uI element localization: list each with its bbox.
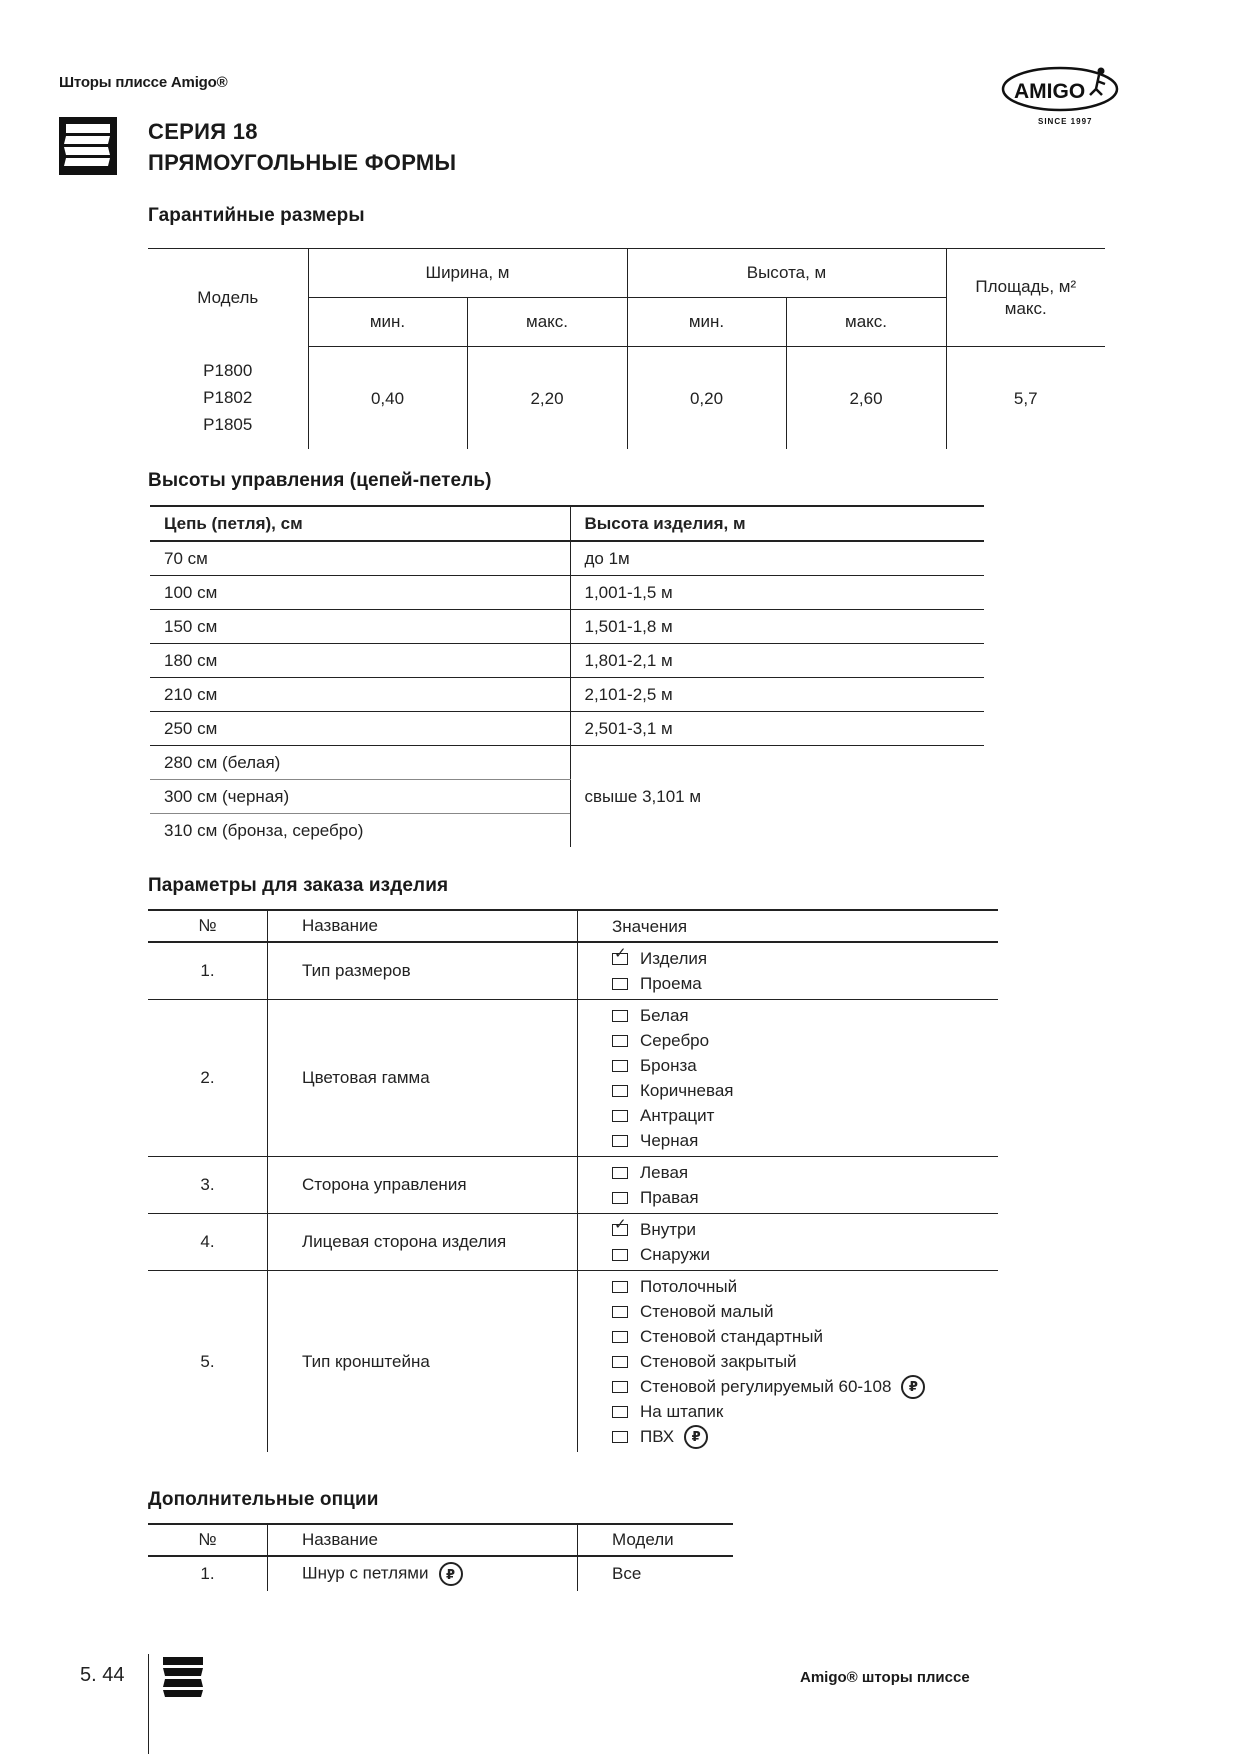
chain-length: 70 см (150, 541, 570, 576)
option[interactable] (612, 1028, 997, 1053)
col-header-name: Название (268, 1524, 578, 1556)
col-header-height-min: мин. (627, 298, 786, 347)
col-header-area-line2: макс. (1004, 298, 1047, 318)
chain-length: 180 см (150, 644, 570, 678)
ruble-icon: ₽ (901, 1375, 925, 1399)
section-title-guarantee-sizes: Гарантийные размеры (148, 205, 365, 226)
option-label: Черная (640, 1131, 699, 1150)
option[interactable] (612, 1185, 997, 1210)
col-header-height: Высота, м (627, 249, 946, 298)
col-header-product-height: Высота изделия, м (570, 506, 984, 541)
option-label: Белая (640, 1006, 689, 1025)
checkbox-icon[interactable] (612, 1010, 628, 1022)
param-options (578, 1214, 999, 1271)
row-number: 1. (148, 942, 268, 1000)
chain-length: 310 см (бронза, серебро) (164, 820, 364, 840)
option-label: Снаружи (640, 1245, 710, 1264)
option[interactable] (612, 1299, 997, 1324)
product-height: до 1м (570, 541, 984, 576)
option-label: Изделия (640, 949, 708, 968)
param-name: Тип размеров (268, 942, 578, 1000)
chain-length: 300 см (черная) (150, 780, 570, 814)
option-label: Стеновой стандартный (640, 1327, 823, 1346)
page-number: 5. 44 (80, 1664, 125, 1686)
option[interactable] (612, 1103, 997, 1128)
param-name: Сторона управления (268, 1157, 578, 1214)
model-list (148, 347, 308, 450)
chain-length: 280 см (белая) (150, 746, 570, 780)
model-item: P1805 (203, 415, 253, 435)
table-row (150, 712, 984, 746)
option[interactable] (612, 1349, 997, 1374)
col-header-values: Значения (578, 910, 999, 942)
table-row (150, 678, 984, 712)
table-row (150, 746, 984, 780)
table-row (150, 644, 984, 678)
series-title (148, 116, 456, 178)
param-name: Цветовая гамма (268, 1000, 578, 1157)
table-row (148, 1157, 998, 1214)
checkbox-icon[interactable] (612, 1406, 628, 1418)
guarantee-sizes-table (148, 248, 1105, 449)
checkbox-checked-icon[interactable] (612, 1224, 628, 1236)
option[interactable] (612, 1217, 997, 1242)
row-number: 4. (148, 1214, 268, 1271)
option-label: Внутри (640, 1220, 696, 1239)
chain-length: 100 см (150, 576, 570, 610)
checkbox-icon[interactable] (612, 1331, 628, 1343)
option-label: Серебро (640, 1031, 710, 1050)
footer-divider (148, 1654, 149, 1754)
checkbox-icon[interactable] (612, 1060, 628, 1072)
product-height: 1,501-1,8 м (570, 610, 984, 644)
col-header-number: № (148, 1524, 268, 1556)
param-options (578, 1271, 999, 1453)
option-label: Стеновой регулируемый 60-108 (640, 1377, 892, 1396)
product-height: 2,101-2,5 м (570, 678, 984, 712)
option[interactable] (612, 1324, 997, 1349)
option-label: Правая (640, 1188, 699, 1207)
row-number: 2. (148, 1000, 268, 1157)
option-name: Шнур с петлями (302, 1563, 429, 1583)
col-header-number: № (148, 910, 268, 942)
control-heights-table (150, 505, 984, 847)
col-header-width-min: мин. (308, 298, 467, 347)
table-row (148, 942, 998, 1000)
param-options (578, 1157, 999, 1214)
width-min-value: 0,40 (308, 347, 467, 450)
checkbox-icon[interactable] (612, 978, 628, 990)
option[interactable] (612, 1274, 997, 1299)
option-label: Бронза (640, 1056, 697, 1075)
option[interactable] (612, 1003, 997, 1028)
table-row (150, 576, 984, 610)
height-min-value: 0,20 (627, 347, 786, 450)
row-number: 3. (148, 1157, 268, 1214)
table-row (148, 1000, 998, 1157)
checkbox-icon[interactable] (612, 1192, 628, 1204)
table-row (150, 541, 984, 576)
row-number: 5. (200, 1351, 215, 1371)
height-max-value: 2,60 (786, 347, 946, 450)
col-header-area (946, 249, 1105, 347)
series-title-line2: ПРЯМОУГОЛЬНЫЕ ФОРМЫ (148, 150, 457, 175)
pleated-blind-icon (163, 1657, 203, 1697)
col-header-chain: Цепь (петля), см (150, 506, 570, 541)
param-name: Лицевая сторона изделия (268, 1214, 578, 1271)
logo-since: SINCE 1997 (1038, 117, 1093, 126)
chain-length: 150 см (150, 610, 570, 644)
width-max-value: 2,20 (467, 347, 627, 450)
option[interactable] (612, 1128, 997, 1153)
table-row (148, 1556, 733, 1591)
option[interactable] (612, 1424, 997, 1449)
col-header-area-line1: Площадь, м² (975, 276, 1077, 296)
product-height: 1,001-1,5 м (570, 576, 984, 610)
row-number: 1. (200, 1564, 215, 1583)
table-row (148, 1214, 998, 1271)
option-label: Потолочный (640, 1277, 738, 1296)
series-title-line1: СЕРИЯ 18 (148, 119, 258, 144)
option-label: Коричневая (640, 1081, 734, 1100)
checkbox-icon[interactable] (612, 1431, 628, 1443)
col-header-width-max: макс. (467, 298, 627, 347)
option-label: Проема (640, 974, 702, 993)
col-header-models: Модели (578, 1524, 734, 1556)
section-title-extra-options: Дополнительные опции (148, 1489, 379, 1510)
checkbox-icon[interactable] (612, 1135, 628, 1147)
col-header-width: Ширина, м (308, 249, 627, 298)
ruble-icon: ₽ (684, 1425, 708, 1449)
option[interactable] (612, 1242, 997, 1267)
area-max-value: 5,7 (946, 347, 1105, 450)
running-header: Шторы плиссе Amigo® (59, 74, 228, 91)
param-options (578, 942, 999, 1000)
option-label: Левая (640, 1163, 689, 1182)
option[interactable] (612, 946, 997, 971)
option-label: Антрацит (640, 1106, 715, 1125)
ruble-icon: ₽ (439, 1562, 463, 1586)
option-label: ПВХ (640, 1427, 675, 1446)
option-label: На штапик (640, 1402, 724, 1421)
param-name: Тип кронштейна (268, 1271, 578, 1453)
chain-length: 250 см (150, 712, 570, 746)
param-options (578, 1000, 999, 1157)
order-params-table (148, 909, 998, 1452)
option[interactable] (612, 971, 997, 996)
option-name-cell (268, 1556, 578, 1591)
product-height: 1,801-2,1 м (570, 644, 984, 678)
table-row (148, 1271, 998, 1453)
checkbox-checked-icon[interactable] (612, 953, 628, 965)
product-height: свыше 3,101 м (570, 746, 984, 848)
option[interactable] (612, 1053, 997, 1078)
table-row (150, 610, 984, 644)
option[interactable] (612, 1374, 997, 1399)
checkbox-icon[interactable] (612, 1249, 628, 1261)
product-height: 2,501-3,1 м (570, 712, 984, 746)
logo-wordmark: AMIGO (1014, 80, 1086, 103)
section-title-order-params: Параметры для заказа изделия (148, 875, 449, 896)
chain-length: 210 см (150, 678, 570, 712)
checkbox-icon[interactable] (612, 1167, 628, 1179)
extra-options-table (148, 1523, 733, 1591)
checkbox-icon[interactable] (612, 1356, 628, 1368)
option-label: Стеновой малый (640, 1302, 774, 1321)
checkbox-icon[interactable] (612, 1110, 628, 1122)
model-item: P1800 (203, 361, 253, 381)
option[interactable] (612, 1160, 997, 1185)
checkbox-icon[interactable] (612, 1306, 628, 1318)
col-header-name: Название (268, 910, 578, 942)
col-header-height-max: макс. (786, 298, 946, 347)
footer-brand: Amigo® шторы плиссе (800, 1669, 970, 1686)
checkbox-icon[interactable] (612, 1085, 628, 1097)
option-models: Все (578, 1556, 734, 1591)
option-label: Стеновой закрытый (640, 1352, 797, 1371)
checkbox-icon[interactable] (612, 1035, 628, 1047)
pleated-blind-icon (59, 117, 117, 175)
section-title-control-heights: Высоты управления (цепей-петель) (148, 470, 492, 491)
col-header-model: Модель (197, 287, 259, 307)
option[interactable] (612, 1078, 997, 1103)
checkbox-icon[interactable] (612, 1381, 628, 1393)
model-item: P1802 (203, 388, 253, 408)
checkbox-icon[interactable] (612, 1281, 628, 1293)
amigo-logo (1000, 62, 1126, 128)
option[interactable] (612, 1399, 997, 1424)
